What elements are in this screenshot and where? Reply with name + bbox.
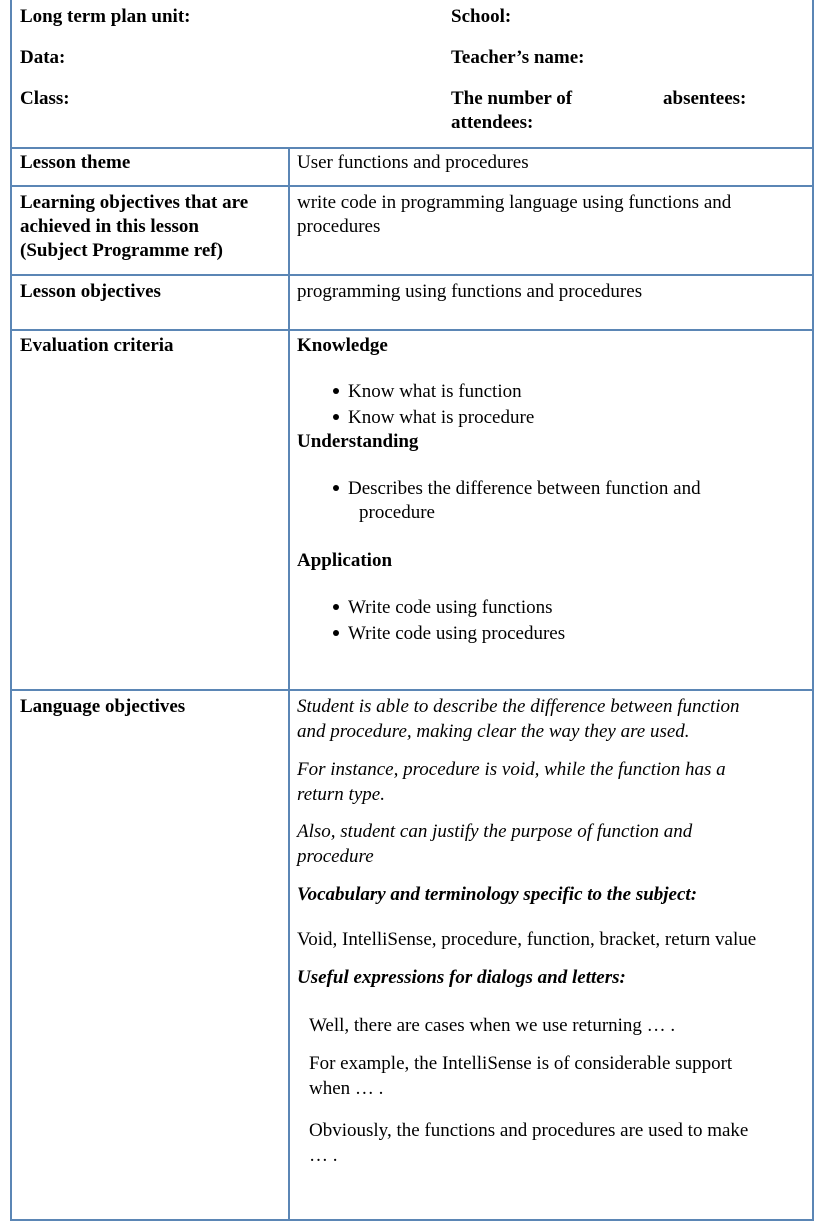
knowledge-heading: Knowledge (297, 335, 388, 356)
application-item: Write code using procedures (348, 623, 566, 644)
language-paragraph-line: procedure (297, 846, 374, 867)
column-divider (288, 148, 290, 1219)
language-paragraph-line: and procedure, making clear the way they are used. (297, 721, 690, 742)
evaluation-criteria-label: Evaluation criteria (20, 335, 174, 356)
expressions-heading: Useful expressions for dialogs and letters: (297, 967, 626, 988)
row-divider (12, 185, 812, 187)
learning-objectives-value-line: write code in programming language using functions and (297, 192, 732, 213)
expression-line: … . (309, 1145, 338, 1166)
row-divider (12, 147, 812, 149)
row-divider (12, 274, 812, 276)
bullet-icon (333, 388, 339, 394)
language-paragraph-line: return type. (297, 784, 385, 805)
vocabulary-text: Void, IntelliSense, procedure, function, bracket, return value (297, 929, 757, 950)
bullet-icon (333, 604, 339, 610)
learning-objectives-label-line: Learning objectives that are (20, 192, 249, 213)
school-label: School: (451, 6, 512, 27)
data-label: Data: (20, 47, 66, 68)
bullet-icon (333, 414, 339, 420)
understanding-item-line: procedure (359, 502, 435, 523)
bullet-icon (333, 485, 339, 491)
language-paragraph-line: Also, student can justify the purpose of function and (297, 821, 693, 842)
language-objectives-label: Language objectives (20, 696, 186, 717)
teacher-name-label: Teacher’s name: (451, 47, 585, 68)
understanding-item-line: Describes the difference between function and (348, 478, 701, 499)
lesson-objectives-value: programming using functions and procedures (297, 281, 643, 302)
lesson-theme-value: User functions and procedures (297, 152, 529, 173)
absentees-label: absentees: (663, 88, 747, 109)
class-label: Class: (20, 88, 70, 109)
long-term-plan-label: Long term plan unit: (20, 6, 191, 27)
application-heading: Application (297, 550, 393, 571)
learning-objectives-label-line: (Subject Programme ref) (20, 240, 223, 261)
expression-line: Well, there are cases when we use returning … . (309, 1015, 676, 1036)
learning-objectives-value-line: procedures (297, 216, 381, 237)
expression-line: For example, the IntelliSense is of considerable support (309, 1053, 733, 1074)
vocabulary-heading: Vocabulary and terminology specific to the subject: (297, 884, 698, 905)
knowledge-item: Know what is procedure (348, 407, 535, 428)
application-item: Write code using functions (348, 597, 553, 618)
learning-objectives-label-line: achieved in this lesson (20, 216, 199, 237)
bullet-icon (333, 630, 339, 636)
lesson-theme-label: Lesson theme (20, 152, 131, 173)
row-divider (12, 329, 812, 331)
lesson-objectives-label: Lesson objectives (20, 281, 161, 302)
knowledge-item: Know what is function (348, 381, 522, 402)
attendees-label: attendees: (451, 112, 534, 133)
number-of-label: The number of (451, 88, 573, 109)
language-paragraph-line: Student is able to describe the difference between function (297, 696, 740, 717)
expression-line: Obviously, the functions and procedures are used to make (309, 1120, 749, 1141)
language-paragraph-line: For instance, procedure is void, while the function has a (297, 759, 726, 780)
understanding-heading: Understanding (297, 431, 419, 452)
row-divider (12, 689, 812, 691)
expression-line: when … . (309, 1078, 384, 1099)
